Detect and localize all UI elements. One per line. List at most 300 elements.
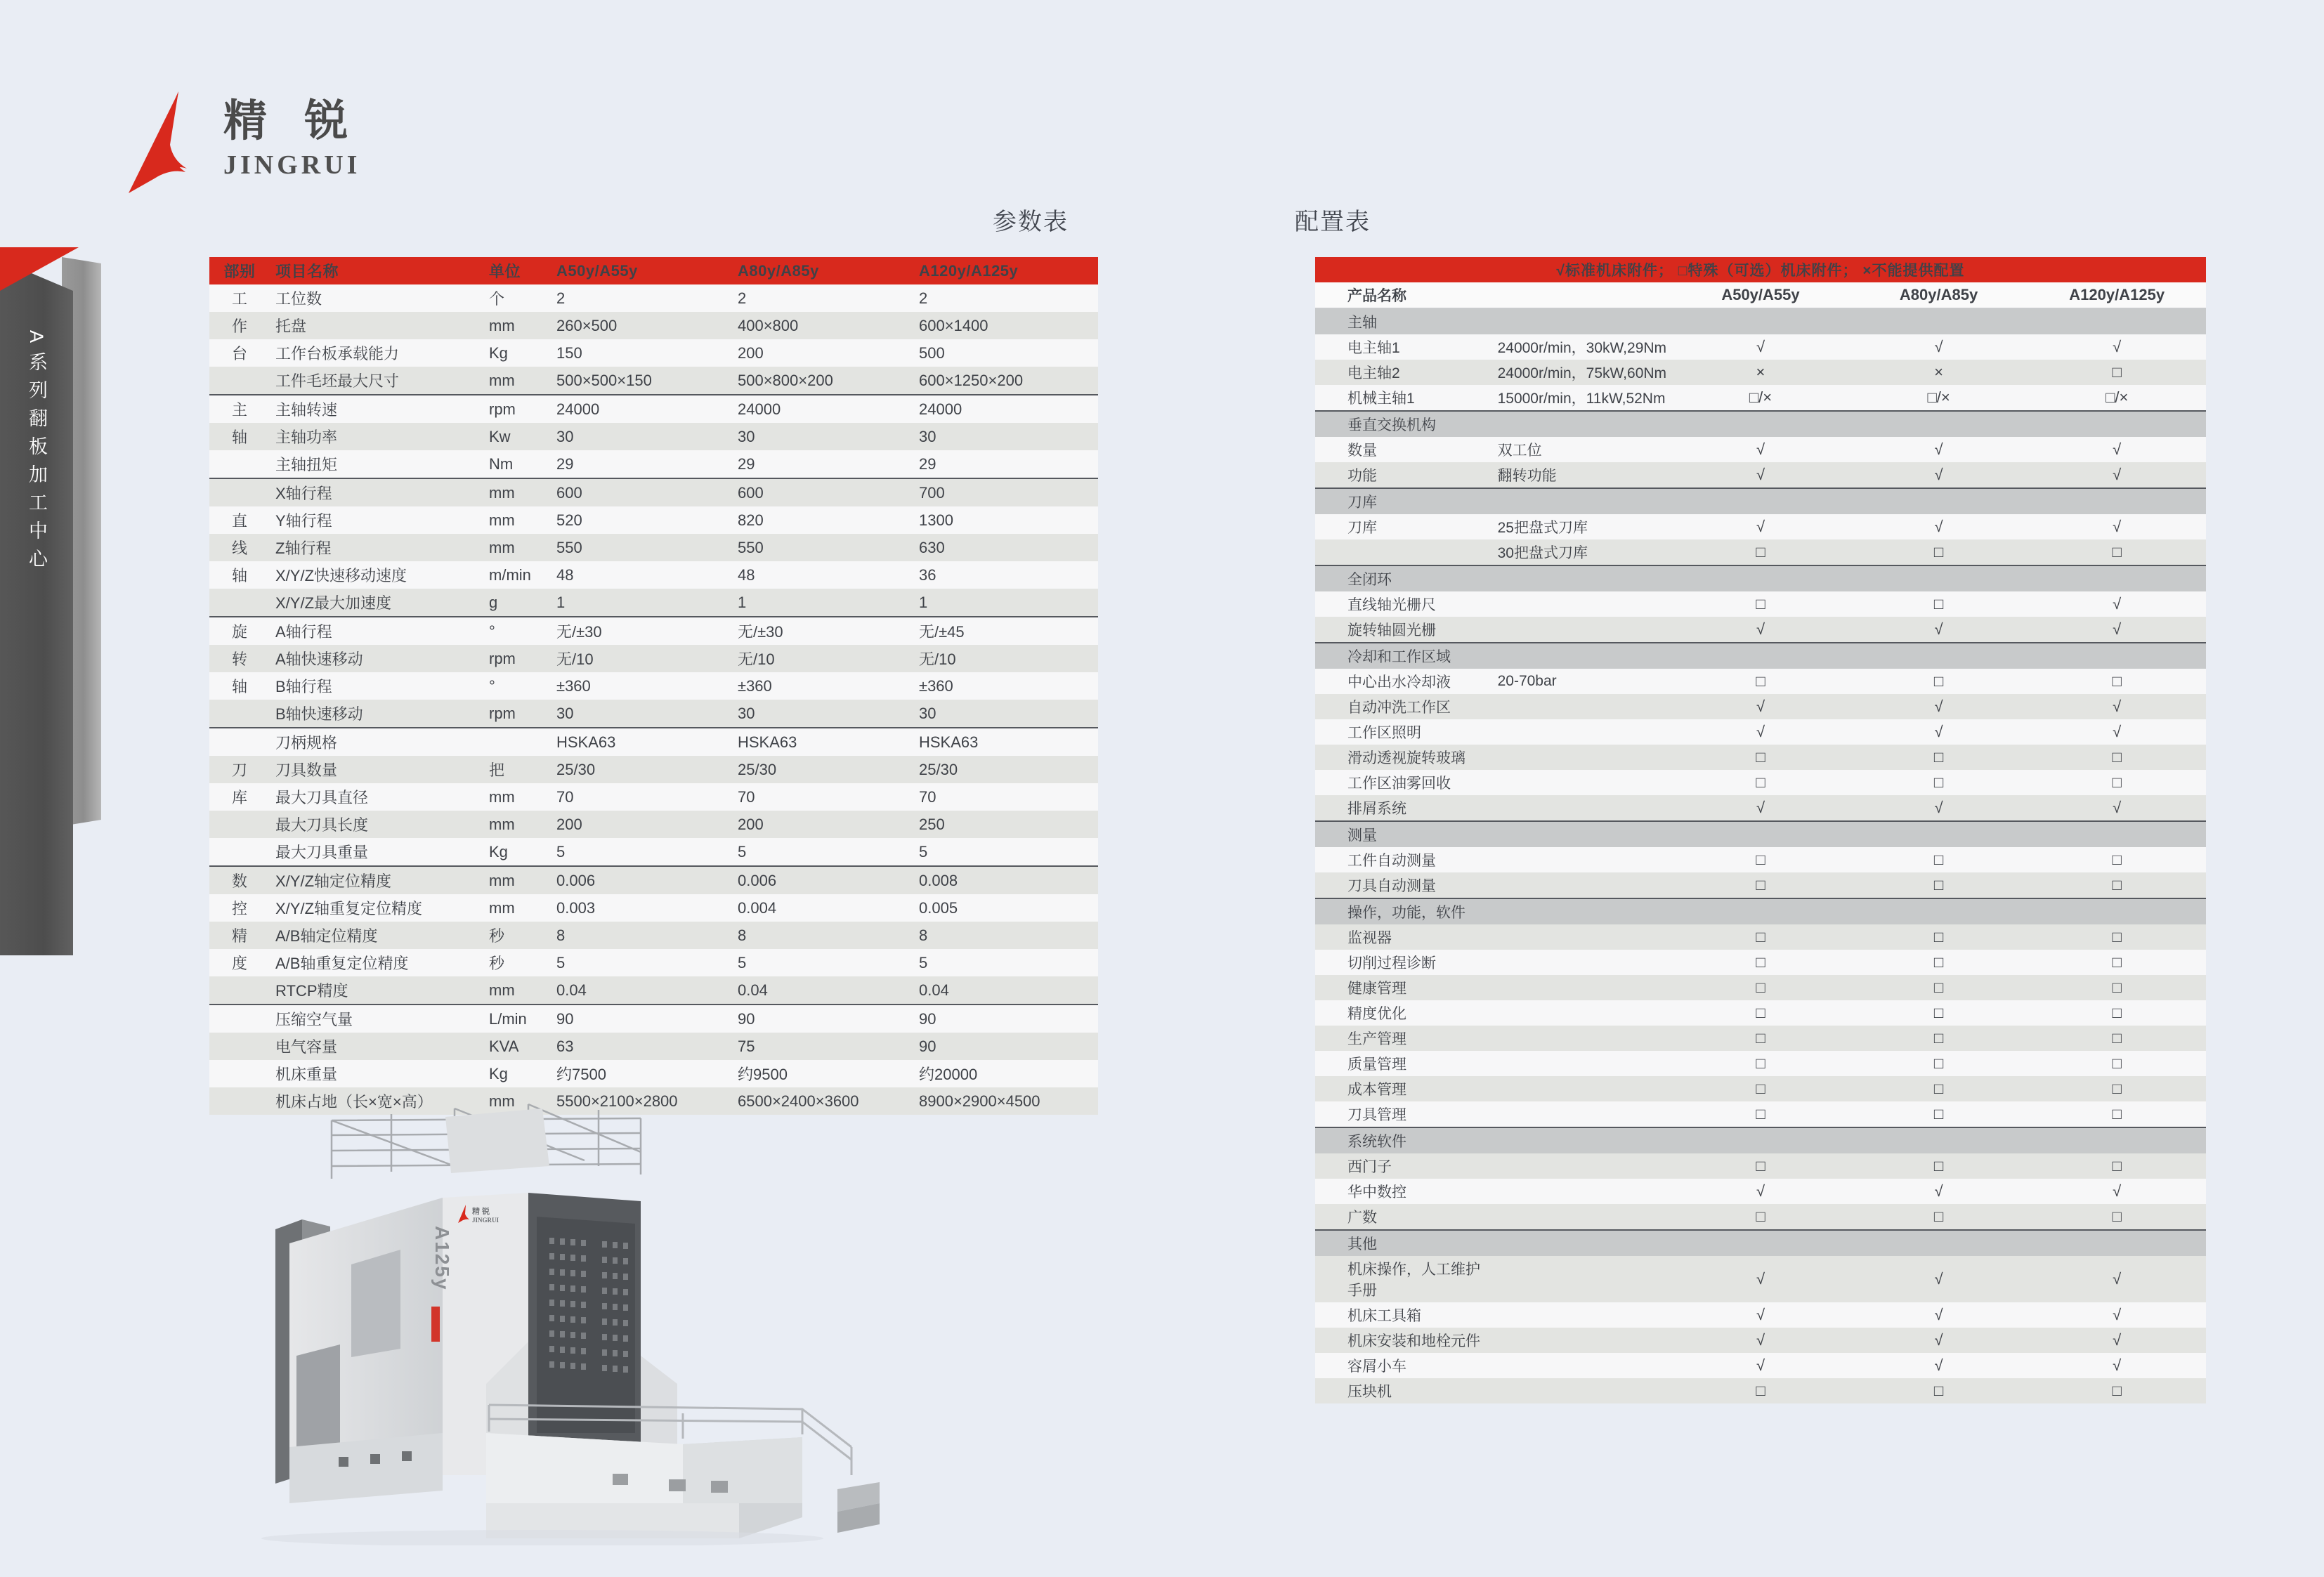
config-item-spec: 30把盘式刀库 [1494,539,1672,565]
param-value-a120: 2 [919,289,928,307]
config-item-name: 西门子 [1347,1159,1392,1175]
config-item-spec: 翻转功能 [1494,462,1672,488]
config-mark-a50: □ [1671,1101,1850,1127]
config-mark-a120: √ [2113,723,2122,740]
param-group-cell: 转 [231,650,247,668]
param-unit-cell: rpm [489,649,516,667]
config-mark-a120: □ [2028,539,2206,565]
param-value-a50: 520 [556,511,582,529]
param-value-a80: 29 [732,450,913,478]
config-mark-a50: √ [1756,1331,1765,1349]
config-mark-a120: □ [2028,1204,2206,1230]
config-item-row [1315,1328,2206,1353]
config-mark-a80: □ [1933,1004,1944,1021]
config-mark-a50: □ [1756,1054,1765,1072]
param-name-cell: B轴行程 [275,678,332,695]
config-item-spec [1494,872,1672,898]
param-group-cell: 控 [231,900,247,917]
config-item-spec [1494,591,1672,617]
config-item-spec [1494,770,1672,795]
param-value-a120: 无/10 [919,650,956,668]
config-mark-a120: √ [2113,1331,2122,1349]
param-value-a120: 700 [919,483,945,502]
param-value-a80: 1 [732,589,913,617]
param-header-cell-3: A50y/A55y [551,257,732,284]
config-mark-a80: □ [1933,1054,1944,1072]
config-mark-a50: □ [1756,953,1765,971]
param-value-a120: 1300 [919,511,953,529]
param-unit-cell: mm [489,898,515,917]
config-group-row [1315,821,2206,847]
param-value-a80: 24000 [738,400,781,418]
param-value-a120: 8 [919,926,928,944]
config-group-label: 主轴 [1315,308,2206,334]
param-group-cell [209,589,270,617]
config-header-cell-0: 产品名称 [1315,282,1494,308]
param-value-a80: 0.04 [732,976,913,1005]
param-row [209,312,1098,339]
param-row [209,811,1098,838]
config-group-row [1315,1230,2206,1256]
config-item-spec [1494,617,1672,643]
param-row [209,922,1098,949]
param-name-cell: Y轴行程 [275,512,332,530]
param-row [209,478,1098,506]
param-row [209,645,1098,672]
param-group-cell: 线 [231,539,247,557]
config-mark-a80: □ [1933,1080,1944,1097]
param-row [209,756,1098,783]
config-item-spec [1494,1051,1672,1076]
config-item-name: 压块机 [1347,1384,1392,1400]
config-group-row [1315,898,2206,924]
config-group-row [1315,565,2206,591]
config-mark-a50: □ [1756,595,1765,613]
config-item-row [1315,1101,2206,1127]
brand-logo [126,90,360,195]
param-unit-cell: rpm [489,400,516,418]
param-row [209,728,1098,756]
param-unit-cell: mm [489,1092,515,1110]
brand-name-en: JINGRUI [223,150,361,180]
config-item-name: 机床安装和地栓元件 [1347,1333,1480,1349]
param-value-a120: ±360 [919,676,953,695]
param-name-cell: X/Y/Z轴重复定位精度 [275,900,423,917]
config-mark-a50: × [1756,363,1765,381]
config-mark-a50: √ [1756,1270,1765,1288]
param-row [209,672,1098,700]
config-item-spec: 24000r/min，30kW,29Nm [1497,340,1667,356]
param-group-cell [209,450,270,478]
param-group-cell: 主 [231,401,247,419]
config-mark-a120: □ [2028,1101,2206,1127]
config-item-spec [1494,1153,1672,1179]
param-value-a120: 5 [919,953,928,971]
param-name-cell: 最大刀具直径 [275,789,369,806]
config-mark-a80: □ [1933,1157,1944,1174]
config-item-row [1315,617,2206,643]
config-mark-a80: □ [1933,1382,1944,1399]
config-mark-a120: □ [2112,928,2122,945]
config-mark-a50: □ [1756,773,1765,791]
config-item-name [1315,539,1494,565]
config-mark-a80: √ [1934,440,1943,458]
config-mark-a120: √ [2113,1270,2122,1288]
config-legend-row [1315,257,2206,282]
param-row [209,395,1098,423]
param-value-a50: 24000 [556,400,600,418]
config-item-name: 刀具自动测量 [1315,872,1494,898]
param-unit-cell: 把 [489,761,505,779]
param-unit-cell [486,728,551,756]
config-mark-a50: √ [1756,518,1765,535]
param-row [209,949,1098,976]
param-value-a120: 无/±45 [919,623,965,641]
config-mark-a80: √ [1934,1270,1943,1288]
config-item-row [1315,462,2206,488]
config-item-row [1315,924,2206,950]
param-value-a50: 5 [556,953,566,971]
config-item-name: 旋转轴圆光栅 [1315,617,1494,643]
config-mark-a120: □ [2112,1382,2122,1399]
config-item-spec [1494,719,1672,745]
config-mark-a80: □ [1933,851,1944,868]
param-value-a50: 30 [551,700,732,728]
param-group-cell [209,838,270,866]
side-tab-label: A系列翻板加工中心 [26,330,47,577]
param-unit-cell: Kw [489,427,511,445]
config-mark-a120: √ [2113,698,2122,715]
config-header-cell-1 [1494,282,1672,308]
config-mark-a80: □ [1933,773,1944,791]
param-value-a120: 600×1250×200 [913,367,1098,395]
config-mark-a50: √ [1756,1306,1765,1323]
config-mark-a80: √ [1934,1356,1943,1374]
config-mark-a120: □ [2112,1080,2122,1097]
param-row [209,894,1098,922]
param-group-cell: 精 [231,927,247,945]
param-row [209,367,1098,395]
config-mark-a120: √ [2113,440,2122,458]
param-group-cell: 轴 [231,567,247,584]
param-unit-cell: mm [486,976,551,1005]
param-unit-cell: 秒 [489,955,505,972]
param-unit-cell: Kg [489,343,508,362]
param-value-a80: 48 [738,565,755,584]
param-group-cell: 旋 [231,623,247,641]
param-value-a80: 500×800×200 [732,367,913,395]
param-value-a120: 0.04 [913,976,1098,1005]
param-value-a80: 400×800 [738,316,799,334]
config-mark-a80: √ [1934,723,1943,740]
param-unit-cell: L/min [489,1009,527,1028]
param-name-cell: 工件毛坯最大尺寸 [270,367,486,395]
config-item-row [1315,1153,2206,1179]
param-value-a50: 48 [556,565,574,584]
param-value-a80: 30 [732,700,913,728]
config-item-spec [1494,1026,1672,1051]
param-group-cell: 库 [231,789,247,806]
param-value-a80: ±360 [738,676,772,695]
param-row [209,423,1098,450]
param-value-a80: 5 [738,953,747,971]
config-item-row [1315,975,2206,1000]
config-mark-a80: √ [1850,617,2028,643]
param-value-a120: 30 [913,700,1098,728]
param-value-a120: 24000 [919,400,962,418]
config-item-spec [1494,1101,1672,1127]
config-group-label: 操作，功能，软件 [1315,898,2206,924]
param-name-cell: Z轴行程 [275,539,332,557]
param-name-cell: 主轴转速 [275,401,338,419]
config-item-name: 机床工具箱 [1347,1308,1421,1324]
config-mark-a50: □ [1756,748,1765,766]
param-name-cell: 最大刀具重量 [270,838,486,866]
config-mark-a120: □ [2112,979,2122,996]
config-item-name: 中心出水冷却液 [1347,674,1451,691]
param-name-cell: 机床占地（长×宽×高） [275,1093,433,1111]
param-header-cell-0: 部别 [209,257,270,284]
param-name-cell: A轴行程 [275,623,332,641]
param-value-a50: HSKA63 [556,733,616,751]
param-value-a120: 约20000 [919,1066,978,1083]
param-unit-cell: m/min [489,565,531,584]
config-mark-a120: √ [2113,518,2122,535]
param-row [209,783,1098,811]
config-item-row [1315,694,2206,719]
param-unit-cell: g [486,589,551,617]
param-unit-cell: ° [489,622,495,640]
param-value-a120: 29 [913,450,1098,478]
param-value-a50: 1 [551,589,732,617]
config-item-name: 自动冲洗工作区 [1347,700,1451,716]
param-group-cell: 刀 [231,761,247,779]
config-item-spec [1494,694,1672,719]
config-item-name: 电主轴1 [1347,340,1400,356]
param-value-a120: 90 [919,1009,936,1028]
param-group-cell [209,700,270,728]
param-value-a120: 30 [919,427,936,445]
config-item-spec [1494,1302,1672,1328]
config-mark-a80: □ [1933,748,1944,766]
config-item-spec [1494,847,1672,872]
param-header-row [209,257,1098,284]
config-item-spec [1494,950,1672,975]
config-item-row [1315,1256,2206,1302]
config-item-row [1315,1302,2206,1328]
param-value-a50: 30 [556,427,574,445]
param-row [209,838,1098,866]
config-item-row [1315,1353,2206,1378]
config-group-row [1315,308,2206,334]
param-table-title: 参数表 [993,209,1069,235]
config-item-row [1315,795,2206,821]
param-row [209,534,1098,561]
config-mark-a80: √ [1934,1182,1943,1200]
param-group-cell: 轴 [231,678,247,695]
config-item-row [1315,1026,2206,1051]
param-name-cell: 托盘 [275,318,307,335]
config-group-row [1315,643,2206,669]
param-value-a50: 70 [556,787,574,806]
param-unit-cell: mm [489,787,515,806]
config-table-title: 配置表 [1295,209,1371,235]
jingrui-arrow-icon [126,90,205,195]
config-mark-a80: □ [1850,1101,2028,1127]
param-value-a50: 约7500 [556,1066,606,1083]
config-item-spec: 20-70bar [1497,673,1557,689]
config-mark-a50: √ [1671,795,1850,821]
config-item-row [1315,334,2206,360]
param-name-cell: 刀具数量 [275,761,338,779]
svg-text:JINGRUI: JINGRUI [472,1217,500,1224]
config-item-row [1315,719,2206,745]
param-unit-cell: 个 [489,290,505,308]
param-value-a80: 无/10 [738,650,775,668]
param-row [209,339,1098,367]
param-name-cell: X/Y/Z轴定位精度 [275,872,392,890]
config-mark-a50: □ [1671,539,1850,565]
config-item-spec [1494,1328,1672,1353]
param-value-a80: 约9500 [738,1066,788,1083]
config-item-name: 直线轴光栅尺 [1347,597,1436,613]
param-name-cell: RTCP精度 [270,976,486,1005]
param-name-cell: 压缩空气量 [275,1011,353,1028]
param-name-cell: A/B轴定位精度 [275,927,378,945]
param-value-a120: 0.005 [919,898,958,917]
config-item-row [1315,770,2206,795]
param-value-a80: 90 [738,1009,755,1028]
config-mark-a80: □ [1933,1029,1944,1047]
config-mark-a120: □ [2112,1054,2122,1072]
config-mark-a50: □ [1756,851,1765,868]
param-unit-cell: 秒 [489,927,505,945]
config-item-spec: 15000r/min，11kW,52Nm [1494,385,1672,411]
config-mark-a80: □ [1850,872,2028,898]
config-header-row [1315,282,2206,308]
param-name-cell: 机床重量 [275,1066,338,1083]
config-item-spec [1494,1353,1672,1378]
config-legend-text: √标准机床附件； □特殊（可选）机床附件； ×不能提供配置 [1315,257,2206,282]
param-row [209,976,1098,1005]
config-mark-a50: □ [1756,1157,1765,1174]
param-group-cell: 直 [231,512,247,530]
config-header-cell-3: A80y/A85y [1850,282,2028,308]
param-value-a50: 260×500 [556,316,618,334]
param-unit-cell: Kg [486,838,551,866]
param-value-a50: 90 [556,1009,574,1028]
param-name-cell: A/B轴重复定位精度 [275,955,409,972]
param-value-a80: 75 [738,1037,755,1055]
config-mark-a120: √ [2113,595,2122,613]
param-name-cell: X轴行程 [275,485,332,502]
param-group-cell: 轴 [231,428,247,446]
param-name-cell: X/Y/Z快速移动速度 [275,567,407,584]
config-item-spec [1494,975,1672,1000]
config-mark-a120: √ [2113,1306,2122,1323]
param-value-a80: 8 [738,926,747,944]
param-value-a50: 8 [556,926,566,944]
config-mark-a120: □ [2112,363,2122,381]
param-group-cell: 作 [231,318,247,335]
config-item-name: 广数 [1315,1204,1494,1230]
param-unit-cell: mm [489,316,515,334]
config-group-row [1315,411,2206,437]
param-value-a120: 5 [913,838,1098,866]
config-mark-a120: □ [2028,872,2206,898]
config-mark-a120: □ [2112,672,2122,690]
parameter-table [209,257,1098,1115]
param-group-cell: 工 [231,290,247,308]
param-value-a120: 36 [919,565,936,584]
config-mark-a120: □ [2112,1029,2122,1047]
config-mark-a120: √ [2028,462,2206,488]
param-value-a80: 0.004 [738,898,777,917]
param-group-cell: 数 [231,872,247,890]
config-mark-a50: □/× [1671,385,1850,411]
param-name-cell: 最大刀具长度 [275,816,369,834]
config-group-label: 冷却和工作区域 [1315,643,2206,669]
side-tab [0,247,130,957]
config-item-row [1315,1179,2206,1204]
param-value-a50: 0.04 [551,976,732,1005]
config-mark-a50: □ [1756,1004,1765,1021]
config-mark-a50: □ [1756,928,1765,945]
config-item-name: 监视器 [1347,930,1392,946]
config-mark-a80: □ [1933,979,1944,996]
config-item-name: 刀库 [1347,520,1377,536]
config-mark-a120: √ [2028,617,2206,643]
param-group-cell [209,728,270,756]
config-mark-a80: √ [1934,1331,1943,1349]
param-name-cell: 电气容量 [275,1038,338,1056]
config-mark-a120: √ [2028,795,2206,821]
param-value-a50: 2 [556,289,566,307]
config-item-spec [1494,1378,1672,1403]
config-item-name: 成本管理 [1347,1082,1406,1098]
param-value-a80: 6500×2400×3600 [738,1092,859,1110]
config-mark-a80: √ [1850,795,2028,821]
config-mark-a120: □ [2112,953,2122,971]
machine-illustration [247,1054,894,1545]
param-value-a50: 150 [556,343,582,362]
param-value-a120: 630 [919,538,945,556]
config-item-spec: 25把盘式刀库 [1497,520,1588,536]
config-item-spec [1494,1076,1672,1101]
config-item-row [1315,360,2206,385]
config-item-name: 切削过程诊断 [1347,955,1436,971]
param-name-cell: B轴快速移动 [270,700,486,728]
config-mark-a50: □ [1671,872,1850,898]
param-value-a120: 0.008 [919,871,958,889]
config-mark-a80: □/× [1850,385,2028,411]
param-row [209,866,1098,894]
param-row [209,450,1098,478]
config-mark-a80: × [1934,363,1943,381]
param-unit-cell: Nm [486,450,551,478]
config-item-name: 工件自动测量 [1347,853,1436,869]
param-value-a80: 30 [738,427,755,445]
config-item-row [1315,872,2206,898]
param-row [209,1005,1098,1033]
config-item-row [1315,847,2206,872]
param-name-cell: 主轴扭矩 [270,450,486,478]
config-mark-a120: √ [2113,338,2122,355]
param-value-a120: 600×1400 [919,316,988,334]
config-item-spec [1494,1204,1672,1230]
param-value-a50: 29 [551,450,732,478]
param-name-cell: X/Y/Z最大加速度 [270,589,486,617]
